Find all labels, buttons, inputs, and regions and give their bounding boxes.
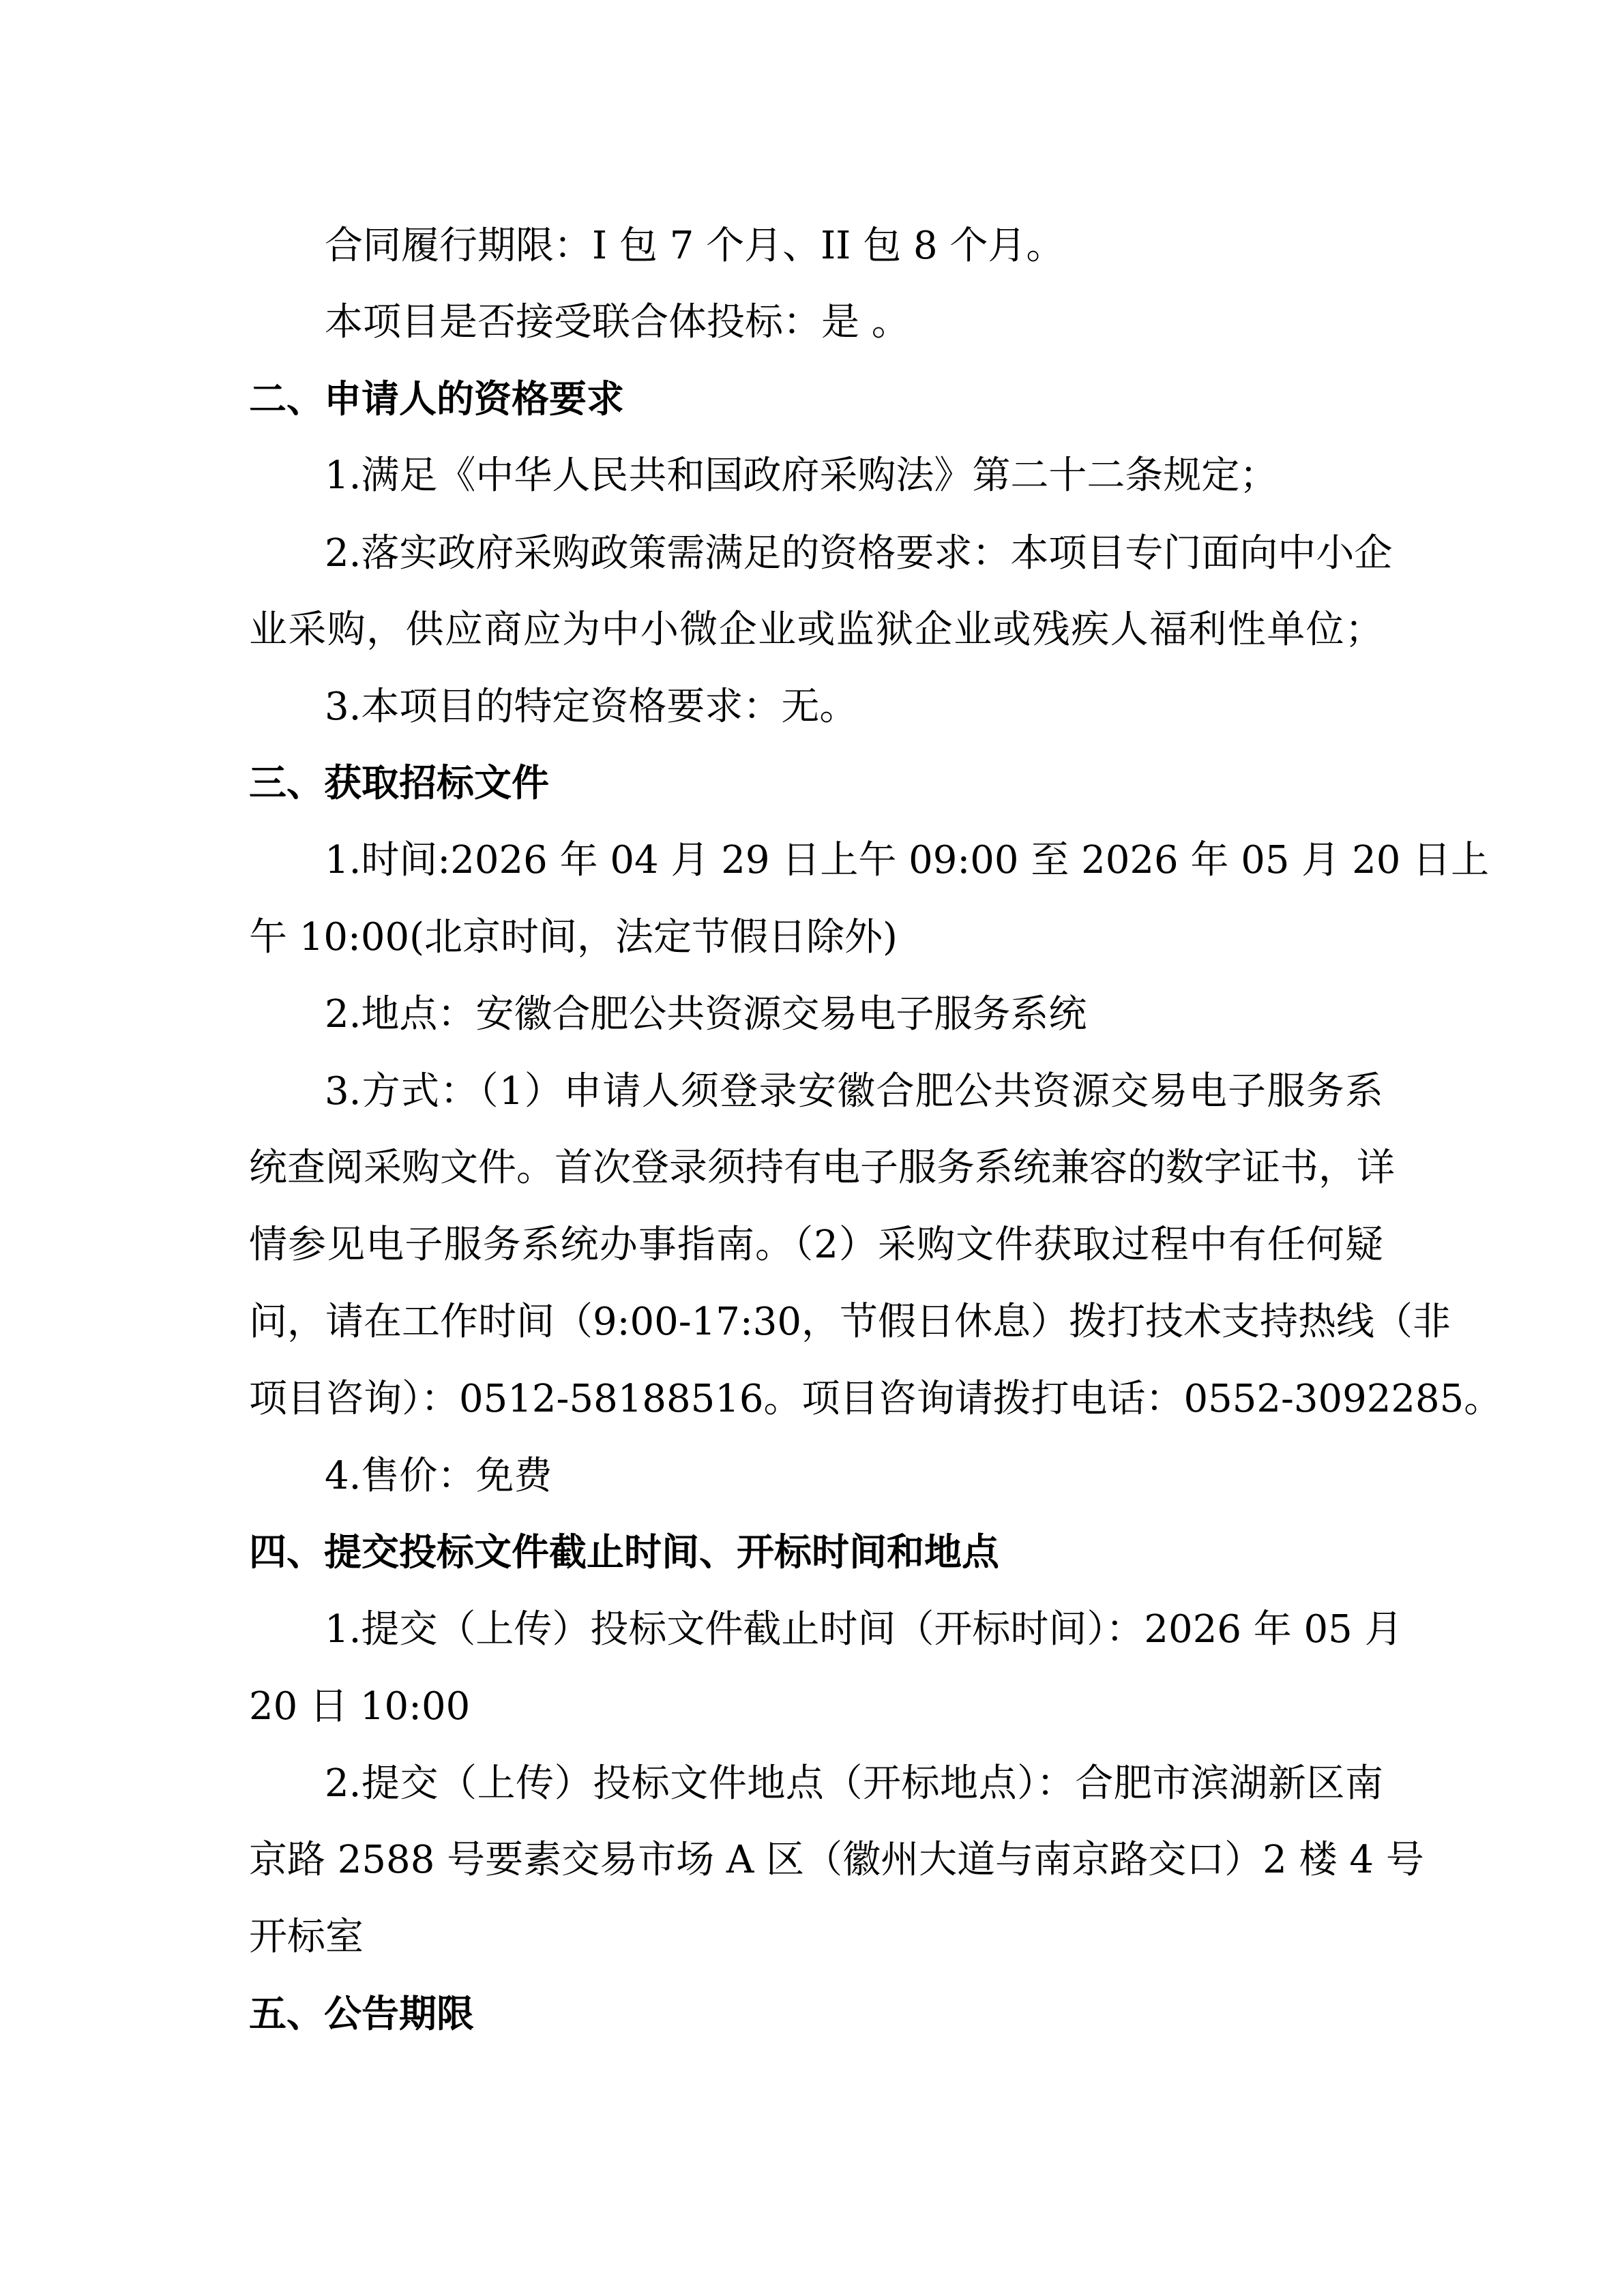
acquisition-price: 4.售价：免费 <box>325 1454 552 1498</box>
acquisition-method-line-3: 情参见电子服务系统办事指南。（2）采购文件获取过程中有任何疑 <box>249 1223 1383 1267</box>
section-4-heading: 四、提交投标文件截止时间、开标时间和地点 <box>249 1530 1000 1574</box>
contract-period-text: 合同履行期限：I 包 7 个月、II 包 8 个月。 <box>325 224 1065 268</box>
acquisition-method-line-2: 统查阅采购文件。首次登录须持有电子服务系统兼容的数字证书，详 <box>249 1146 1395 1190</box>
qualification-item-1: 1.满足《中华人民共和国政府采购法》第二十二条规定； <box>325 453 1278 498</box>
qualification-item-2-line-2: 业采购，供应商应为中小微企业或监狱企业或残疾人福利性单位； <box>249 608 1383 652</box>
section-3-heading: 三、获取招标文件 <box>249 761 550 805</box>
acquisition-method-line-5: 项目咨询）：0512-58188516。项目咨询请拨打电话：0552-3092285。 <box>249 1377 1503 1421</box>
submission-deadline-line-2: 20 日 10:00 <box>249 1684 471 1729</box>
submission-location-line-3: 开标室 <box>249 1915 364 1959</box>
submission-location-line-2: 京路 2588 号要素交易市场 A 区（徽州大道与南京路交口）2 楼 4 号 <box>249 1838 1424 1882</box>
acquisition-time-line-1: 1.时间:2026 年 04 月 29 日上午 09:00 至 2026 年 05 月 20 日上 <box>325 838 1490 882</box>
qualification-item-3: 3.本项目的特定资格要求：无。 <box>325 685 858 729</box>
qualification-item-2-line-1: 2.落实政府采购政策需满足的资格要求：本项目专门面向中小企 <box>325 531 1393 576</box>
acquisition-time-line-2: 午 10:00(北京时间，法定节假日除外) <box>249 915 898 959</box>
acquisition-method-line-4: 问，请在工作时间（9:00-17:30，节假日休息）拨打技术支持热线（非 <box>249 1300 1451 1344</box>
acquisition-method-line-1: 3.方式：（1）申请人须登录安徽合肥公共资源交易电子服务系 <box>325 1069 1383 1114</box>
consortium-text: 本项目是否接受联合体投标：是 。 <box>325 300 910 344</box>
submission-location-line-1: 2.提交（上传）投标文件地点（开标地点）：合肥市滨湖新区南 <box>325 1761 1383 1806</box>
section-2-heading: 二、申请人的资格要求 <box>249 377 625 421</box>
section-5-heading: 五、公告期限 <box>249 1992 475 2036</box>
acquisition-place: 2.地点：安徽合肥公共资源交易电子服务系统 <box>325 992 1087 1037</box>
submission-deadline-line-1: 1.提交（上传）投标文件截止时间（开标时间）：2026 年 05 月 <box>325 1607 1403 1652</box>
